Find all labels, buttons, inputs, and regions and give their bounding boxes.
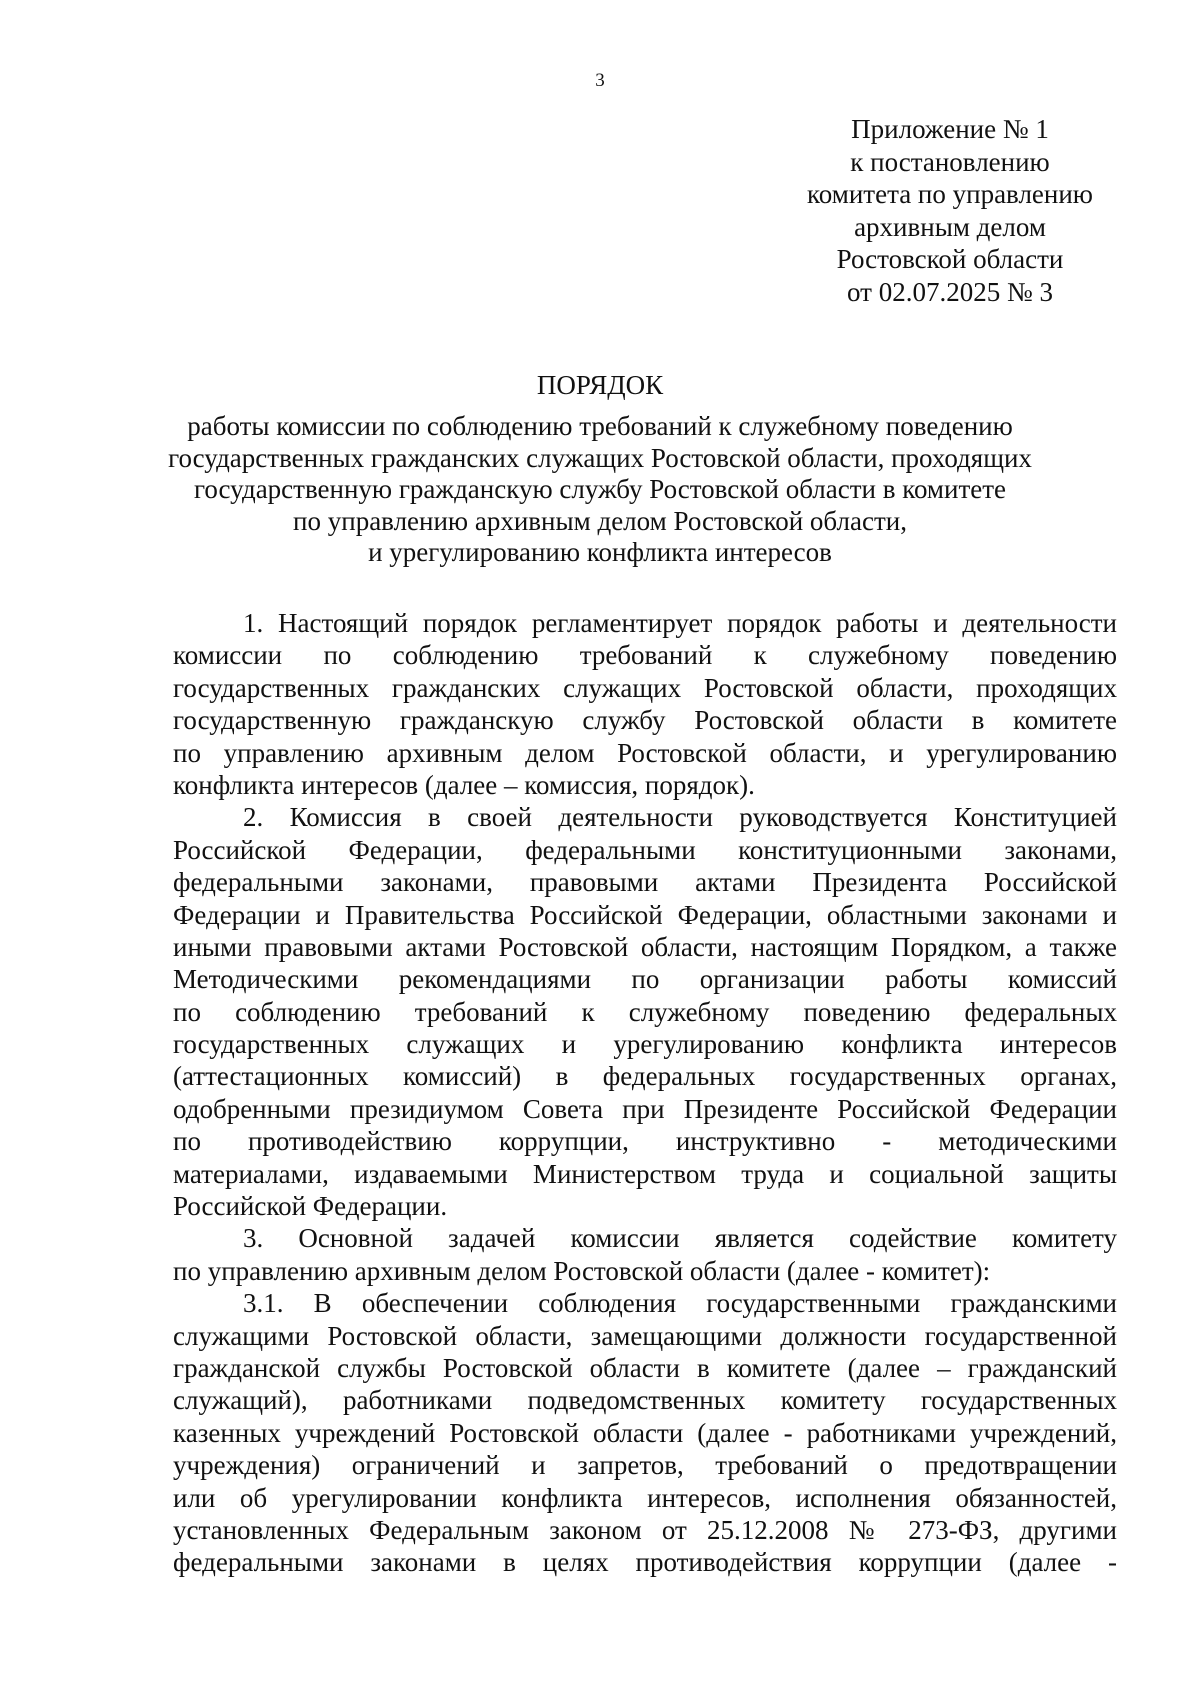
paragraph-3-line: по управлению архивным делом Ростовской области (далее - комитет): — [173, 1255, 991, 1286]
paragraph-3-1-line: гражданской службы Ростовской области в комитете (далее – гражданский — [173, 1352, 1117, 1383]
paragraph-3-1-line: служащими Ростовской области, замещающими должности государственной — [173, 1320, 1117, 1351]
paragraph-1-line: конфликта интересов (далее – комиссия, порядок). — [173, 769, 755, 800]
subtitle-line: по управлению архивным делом Ростовской области, — [293, 505, 907, 536]
paragraph-2-line: одобренными президиумом Совета при Президенте Российской Федерации — [173, 1093, 1117, 1124]
paragraph-3-line: 3. Основной задачей комиссии является содействие комитету — [243, 1223, 1117, 1254]
appendix-line: Ростовской области — [836, 244, 1064, 274]
document-subtitle — [150, 411, 1050, 569]
paragraph-1-line: 1. Настоящий порядок регламентирует порядок работы и деятельности — [243, 608, 1117, 638]
subtitle-line: государственных гражданских служащих Ростовской области, проходящих — [168, 442, 1032, 473]
paragraph-3-1-line: федеральными законами в целях противодействия коррупции (далее - — [173, 1547, 1117, 1578]
paragraph-2-line: 2. Комиссия в своей деятельности руководствуется Конституцией — [243, 802, 1117, 833]
appendix-line: Приложение № 1 — [851, 114, 1049, 144]
paragraph-1-line: государственную гражданскую службу Ростовской области в комитете — [173, 705, 1117, 736]
paragraph-3-1-line: установленных Федеральным законом от 25.12.2008 № 273-ФЗ, другими — [173, 1514, 1117, 1545]
paragraph-3-1-line: служащий), работниками подведомственных комитету государственных — [173, 1385, 1117, 1416]
paragraph-3-1-line: 3.1. В обеспечении соблюдения государственными гражданскими — [243, 1288, 1117, 1319]
page-number: 3 — [595, 70, 605, 91]
document-title: ПОРЯДОК — [536, 370, 664, 400]
appendix-line: к постановлению — [850, 146, 1050, 177]
paragraph-2-line: материалами, издаваемыми Министерством труда и социальной защиты — [173, 1158, 1117, 1189]
paragraph-2-line: государственных служащих и урегулированию конфликта интересов — [173, 1029, 1117, 1060]
paragraph-2-line: Методическими рекомендациями по организации работы комиссий — [173, 964, 1117, 995]
subtitle-line: и урегулированию конфликта интересов — [368, 537, 832, 567]
paragraph-2-line: Федерации и Правительства Российской Федерации, областными законами и — [173, 899, 1117, 930]
appendix-line: комитета по управлению — [807, 179, 1093, 209]
paragraph-3-1-line: казенных учреждений Ростовской области (далее - работниками учреждений, — [173, 1417, 1117, 1448]
paragraph-3-1-line: учреждения) ограничений и запретов, требований о предотвращении — [173, 1450, 1117, 1481]
subtitle-line: работы комиссии по соблюдению требований к служебному поведению — [187, 411, 1013, 441]
appendix-header — [780, 113, 1120, 308]
subtitle-line: государственную гражданскую службу Ростовской области в комитете — [193, 474, 1007, 504]
paragraph-2-line: иными правовыми актами Ростовской области, настоящим Порядком, а также — [173, 931, 1117, 962]
paragraph-2-line: Российской Федерации, федеральными конституционными законами, — [173, 834, 1117, 865]
paragraph-1-line: государственных гражданских служащих Ростовской области, проходящих — [173, 672, 1117, 703]
document-body — [173, 607, 1117, 1579]
paragraph-2-line: Российской Федерации. — [173, 1191, 448, 1222]
paragraph-2-line: федеральными законами, правовыми актами Президента Российской — [173, 867, 1117, 898]
paragraph-2-line: по соблюдению требований к служебному поведению федеральных — [173, 996, 1117, 1027]
paragraph-1-line: по управлению архивным делом Ростовской области, и урегулированию — [173, 737, 1117, 768]
appendix-line: архивным делом — [854, 211, 1046, 242]
paragraph-1-line: комиссии по соблюдению требований к служебному поведению — [173, 640, 1117, 671]
appendix-line: от 02.07.2025 № 3 — [847, 276, 1053, 307]
paragraph-2-line: по противодействию коррупции, инструктивно - методическими — [173, 1126, 1117, 1157]
paragraph-2-line: (аттестационных комиссий) в федеральных государственных органах, — [173, 1061, 1117, 1092]
paragraph-3-1-line: или об урегулировании конфликта интересов, исполнения обязанностей, — [173, 1482, 1117, 1513]
